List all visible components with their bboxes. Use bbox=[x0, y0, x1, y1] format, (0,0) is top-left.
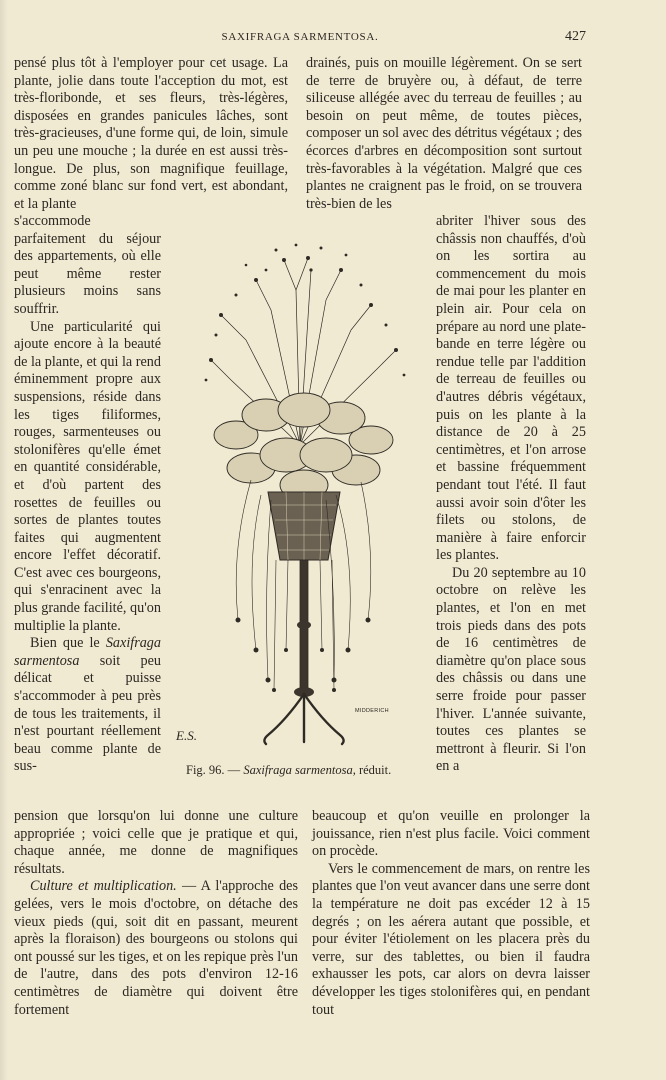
paragraph: Une particularité qui ajoute encore à la beauté de la plante, et qui la rend éminemment propre aux suspensions, réside dans les tiges filiformes, rouges, sarmenteuses ou stolonifères qu'elle émet en quantité considérable, et d'où partent des rosettes de feuilles ou sortes de plantes toutes faites qui augmentent encore l'effet décoratif. C'est avec ces bourgeons, qui s'enracinent avec la plus grande facilité, qu'on multiplie la plante. bbox=[14, 318, 161, 634]
hanging-plant-engraving bbox=[176, 230, 432, 752]
paragraph: beaucoup et qu'on veuille en prolonger la jouissance, rien n'est plus facile. Voici comment on procède. bbox=[312, 808, 590, 860]
paragraph: pensé plus tôt à l'employer pour cet usage. La plante, jolie dans toute l'acception du mot, est très-floribonde, et ses fleurs, très-légères, disposées en grandes panicules lâches, sont très-gracieuses, d'une forme qui, de loin, simule un peu une mouche ; la durée en est aussi très-longue. De plus, son magnifique feuillage, comme zoné blanc sur fond vert, est abondant, et la plante bbox=[14, 55, 288, 212]
engraver-signature: MIDDERICH bbox=[355, 708, 389, 714]
species-name: Saxifraga sarmentosa bbox=[14, 635, 161, 669]
page-number: 427 bbox=[565, 29, 586, 44]
paragraph bbox=[14, 635, 161, 776]
paragraph: s'accommode parfaitement du séjour des appartements, où elle peut même rester plusieurs moins sans souffrir. bbox=[14, 213, 161, 317]
running-title: SAXIFRAGA SARMENTOSA. bbox=[221, 31, 379, 43]
caption-suffix: réduit. bbox=[358, 763, 392, 777]
artist-signature: E.S. bbox=[176, 728, 197, 743]
paragraph bbox=[14, 878, 298, 1019]
caption-species: Saxifraga sarmentosa, bbox=[243, 763, 356, 777]
text-run: — A l'approche des gelées, vers le mois d'octobre, on détache des vieux pieds (qui, soit dit en passant, meurent après la floraison) des bourgeons ou stolons qui ont poussé sur les tiges, et on les repique près l'un de l'autre, dans des pots d'environ 12-16 centimètres de diamètre qui doivent être fortement bbox=[14, 878, 298, 1018]
left-column-narrow bbox=[14, 213, 161, 776]
paragraph: Vers le commencement de mars, on rentre les plantes que l'on veut avancer dans une serre dont la température ne doit pas excéder 12 à 15 degrés ; on les aérera autant que possible, et pour éviter l'étiolement on les placera près du verre, sur des tablettes, ou bien il faudra exhausser les pots, car alors on devra laisser développer les tiges stolonifères qui, en pendant tout bbox=[312, 860, 590, 1018]
left-column-bottom bbox=[14, 808, 298, 1019]
page-header bbox=[14, 31, 586, 49]
right-column-bottom bbox=[312, 808, 590, 1019]
plant-illustration bbox=[176, 230, 432, 752]
text-run: soit peu délicat et puisse s'accommoder à peu près de tous les traitements, il n'est pourtant réellement beau comme plante de sus- bbox=[14, 652, 162, 775]
paragraph: pension que lorsqu'on lui donne une culture appropriée ; voici celle que je pratique et qui, chaque année, me donne de magnifiques résultats. bbox=[14, 808, 298, 877]
left-column-top bbox=[14, 55, 288, 213]
binding-shadow bbox=[0, 0, 8, 1080]
right-column-top bbox=[306, 55, 582, 213]
paragraph: drainés, puis on mouille légèrement. On se sert de terre de bruyère ou, à défaut, de terre siliceuse allégée avec du terreau de feuilles ; au besoin on peut même, de toutes pièces, composer un sol avec des détritus végétaux ; des écorces d'arbres en décomposition sont surtout très-favorables à la végétation. Malgré que ces plantes ne craignent pas le froid, on se trouvera très-bien de les bbox=[306, 55, 582, 212]
section-heading: Culture et multiplication. bbox=[30, 878, 177, 895]
right-column-narrow bbox=[436, 213, 586, 776]
text-run: Bien que le bbox=[30, 635, 100, 652]
paragraph: Du 20 septembre au 10 octobre on relève les plantes, et l'on en met trois pieds dans des pots de 16 centimètres de diamètre qu'on place sous des châssis ou dans une serre froide pour passer l'hiver. L'année suivante, toutes ces plantes se mettront à fleurir. Si l'on en a bbox=[436, 564, 586, 775]
caption-prefix: Fig. 96. — bbox=[186, 763, 241, 777]
figure-caption bbox=[186, 763, 432, 778]
paragraph: abriter l'hiver sous des châssis non chauffés, d'où on les sortira au commencement du mois de mai pour les planter en plein air. Pour cela on prépare au nord une plate-bande en terre légère ou rendue telle par l'addition de terreau de feuilles ou d'autres débris végétaux, puis on les plante à la distance de 20 à 25 centimètres, et l'on arrose et bassine fréquemment pendant tout l'été. Il faut aussi avoir soin d'ôter les filets ou stolons, de manière à faire enforcir les plantes. bbox=[436, 213, 586, 564]
